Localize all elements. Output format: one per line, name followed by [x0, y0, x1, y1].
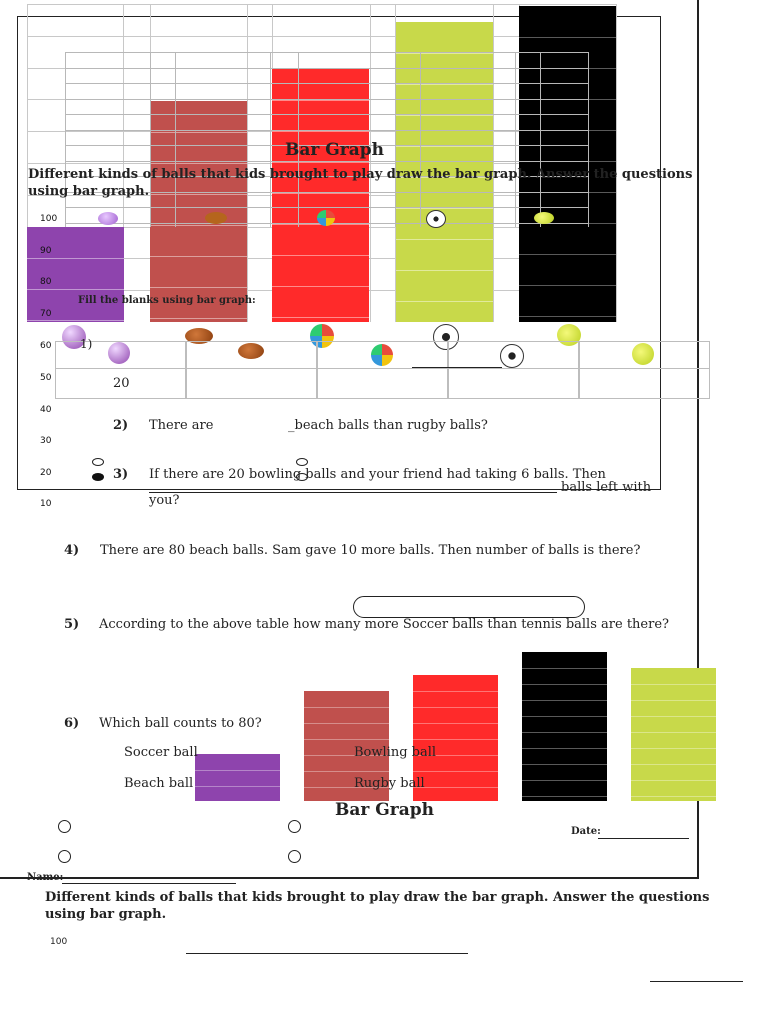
lower-bar [631, 668, 716, 801]
table-cell [186, 368, 317, 399]
bar-gridline [396, 301, 493, 302]
question-3-end: balls left with [561, 480, 652, 495]
bar-gridline [272, 317, 369, 318]
offset-hline [65, 83, 588, 84]
rugby-ball-icon [238, 343, 264, 359]
name-label: Name: [27, 872, 64, 883]
table-row-prefix: 1) [80, 337, 93, 351]
offset-vline [515, 52, 516, 227]
question-5-text: According to the above table how many more Soccer balls than tennis balls are there? [99, 617, 669, 632]
question-4-text: There are 80 beach balls. Sam gave 10 more balls. Then number of balls is there? [100, 543, 641, 558]
bottom-answer-line [186, 953, 468, 954]
option-a-radio[interactable] [58, 820, 71, 833]
question-3-answer-line [149, 492, 557, 493]
bar-gridline [396, 84, 493, 85]
y-tick-label: 80 [40, 277, 52, 287]
y-tick-label: 40 [40, 405, 52, 415]
y-tick-label: 70 [40, 309, 52, 319]
offset-hline [65, 52, 588, 53]
bar-gridline [631, 796, 716, 797]
radio-mark[interactable] [92, 458, 104, 466]
rugby-ball-icon [205, 212, 227, 224]
bar-gridline [304, 739, 389, 740]
offset-vline [588, 52, 589, 227]
bar-gridline [27, 258, 124, 259]
offset-vline [175, 52, 176, 227]
table-cell [317, 368, 448, 399]
question-6-text: Which ball counts to 80? [99, 716, 262, 731]
bar-gridline [304, 771, 389, 772]
lower-bar [413, 675, 498, 801]
question-2-number: 2) [113, 418, 129, 433]
question-2-text-end: _beach balls than rugby balls? [288, 418, 488, 433]
bar-gridline [413, 739, 498, 740]
table-row-value: 20 [113, 376, 130, 391]
bar-gridline [150, 225, 247, 226]
option-b-label: Bowling ball [354, 745, 437, 760]
bar-gridline [195, 770, 280, 771]
bar-tennis-ball [519, 6, 616, 322]
y-tick-label: 100 [40, 214, 58, 224]
bar-bowling-ball [27, 227, 124, 322]
top-instructions: Different kinds of balls that kids brought to play draw the bar graph. Answer the questions using bar graph. [28, 167, 693, 199]
question-3-line1: If there are 20 bowling balls and your friend had taking 6 balls. Then [149, 467, 606, 482]
bar-gridline [272, 255, 369, 256]
bar-gridline [413, 691, 498, 692]
soccer-ball-icon [500, 344, 524, 368]
bowling-ball-icon [108, 342, 130, 364]
question-3-number: 3) [113, 467, 129, 482]
grid-hline [27, 4, 616, 5]
question-5-number: 5) [64, 617, 80, 632]
bar-gridline [522, 796, 607, 797]
bar-gridline [519, 316, 616, 317]
offset-vline [270, 52, 271, 227]
offset-hline [65, 161, 588, 162]
offset-vline [395, 52, 396, 227]
y-tick-label: 60 [40, 341, 52, 351]
option-b-radio[interactable] [288, 820, 301, 833]
bar-gridline [413, 771, 498, 772]
bar-gridline [631, 684, 716, 685]
radio-mark-filled[interactable] [92, 473, 104, 481]
bar-gridline [519, 254, 616, 255]
bar-gridline [195, 786, 280, 787]
bar-gridline [396, 270, 493, 271]
option-c-radio[interactable] [58, 850, 71, 863]
bar-gridline [522, 732, 607, 733]
bar-rugby-ball [150, 101, 247, 322]
bar-gridline [522, 684, 607, 685]
bar-gridline [396, 239, 493, 240]
bar-gridline [272, 286, 369, 287]
bottom-instructions: Different kinds of balls that kids brought to play draw the bar graph. Answer the questions using bar graph. [45, 890, 710, 922]
bar-gridline [631, 764, 716, 765]
lower-bar [522, 652, 607, 801]
bar-gridline [631, 732, 716, 733]
bowling-ball-icon [98, 212, 118, 225]
offset-hline [65, 114, 588, 115]
bar-gridline [519, 37, 616, 38]
bar-gridline [304, 707, 389, 708]
question-4-number: 4) [64, 543, 80, 558]
radio-mark[interactable] [296, 458, 308, 466]
lower-bar [195, 754, 280, 801]
question-3-line2: you? [149, 493, 180, 508]
bar-gridline [522, 668, 607, 669]
bar-gridline [522, 700, 607, 701]
bar-gridline [413, 787, 498, 788]
table-cell [448, 368, 579, 399]
top-chart-title: Bar Graph [285, 140, 384, 160]
bar-gridline [272, 100, 369, 101]
bar-gridline [304, 723, 389, 724]
bar-gridline [272, 162, 369, 163]
y-tick-label: 90 [40, 246, 52, 256]
option-d-label: Rugby ball [354, 776, 425, 791]
bar-gridline [150, 287, 247, 288]
bar-gridline [396, 53, 493, 54]
beach-ball-icon [317, 210, 335, 226]
bar-gridline [272, 131, 369, 132]
option-c-label: Beach ball [124, 776, 194, 791]
option-d-radio[interactable] [288, 850, 301, 863]
bar-gridline [522, 764, 607, 765]
option-a-label: Soccer ball [124, 745, 198, 760]
table-cell [579, 368, 710, 399]
bottom-right-line [650, 981, 743, 982]
offset-hline [65, 68, 588, 69]
bar-gridline [522, 780, 607, 781]
offset-hline [65, 130, 588, 131]
bar-gridline [413, 723, 498, 724]
fill-blanks-label: Fill the blanks using bar graph: [78, 295, 256, 306]
bar-gridline [519, 285, 616, 286]
offset-vline [420, 52, 421, 227]
date-label: Date: [571, 826, 601, 837]
bar-gridline [150, 256, 247, 257]
bar-gridline [396, 146, 493, 147]
offset-vline [150, 52, 151, 227]
offset-vline [65, 52, 66, 227]
y-tick-label: 20 [40, 468, 52, 478]
y-tick-label: 50 [40, 373, 52, 383]
bottom-chart-title: Bar Graph [335, 800, 434, 820]
answer-line [412, 367, 502, 368]
page-bottom-border [0, 877, 699, 879]
offset-vline [540, 52, 541, 227]
bar-gridline [522, 748, 607, 749]
y-tick-label: 30 [40, 436, 52, 446]
bar-gridline [27, 320, 124, 321]
bar-gridline [522, 716, 607, 717]
question-2-text-start: There are [149, 418, 214, 433]
tennis-ball-icon [534, 212, 554, 224]
bar-gridline [396, 115, 493, 116]
bar-gridline [631, 716, 716, 717]
beach-ball-icon [371, 344, 393, 366]
bar-gridline [631, 780, 716, 781]
name-field[interactable] [62, 883, 236, 884]
soccer-ball-icon [426, 210, 446, 228]
offset-hline [65, 207, 588, 208]
grid-vline [616, 4, 617, 322]
bar-gridline [150, 163, 247, 164]
bottom-y-tick: 100 [50, 937, 68, 947]
answer-box[interactable] [353, 596, 585, 618]
bar-gridline [396, 208, 493, 209]
bar-gridline [413, 707, 498, 708]
date-field[interactable] [598, 838, 689, 839]
bar-gridline [150, 318, 247, 319]
question-6-number: 6) [64, 716, 80, 731]
bar-gridline [27, 289, 124, 290]
offset-hline [65, 99, 588, 100]
tennis-ball-icon [632, 343, 654, 365]
y-tick-label: 10 [40, 499, 52, 509]
bar-gridline [150, 132, 247, 133]
bar-gridline [631, 700, 716, 701]
bar-gridline [631, 748, 716, 749]
